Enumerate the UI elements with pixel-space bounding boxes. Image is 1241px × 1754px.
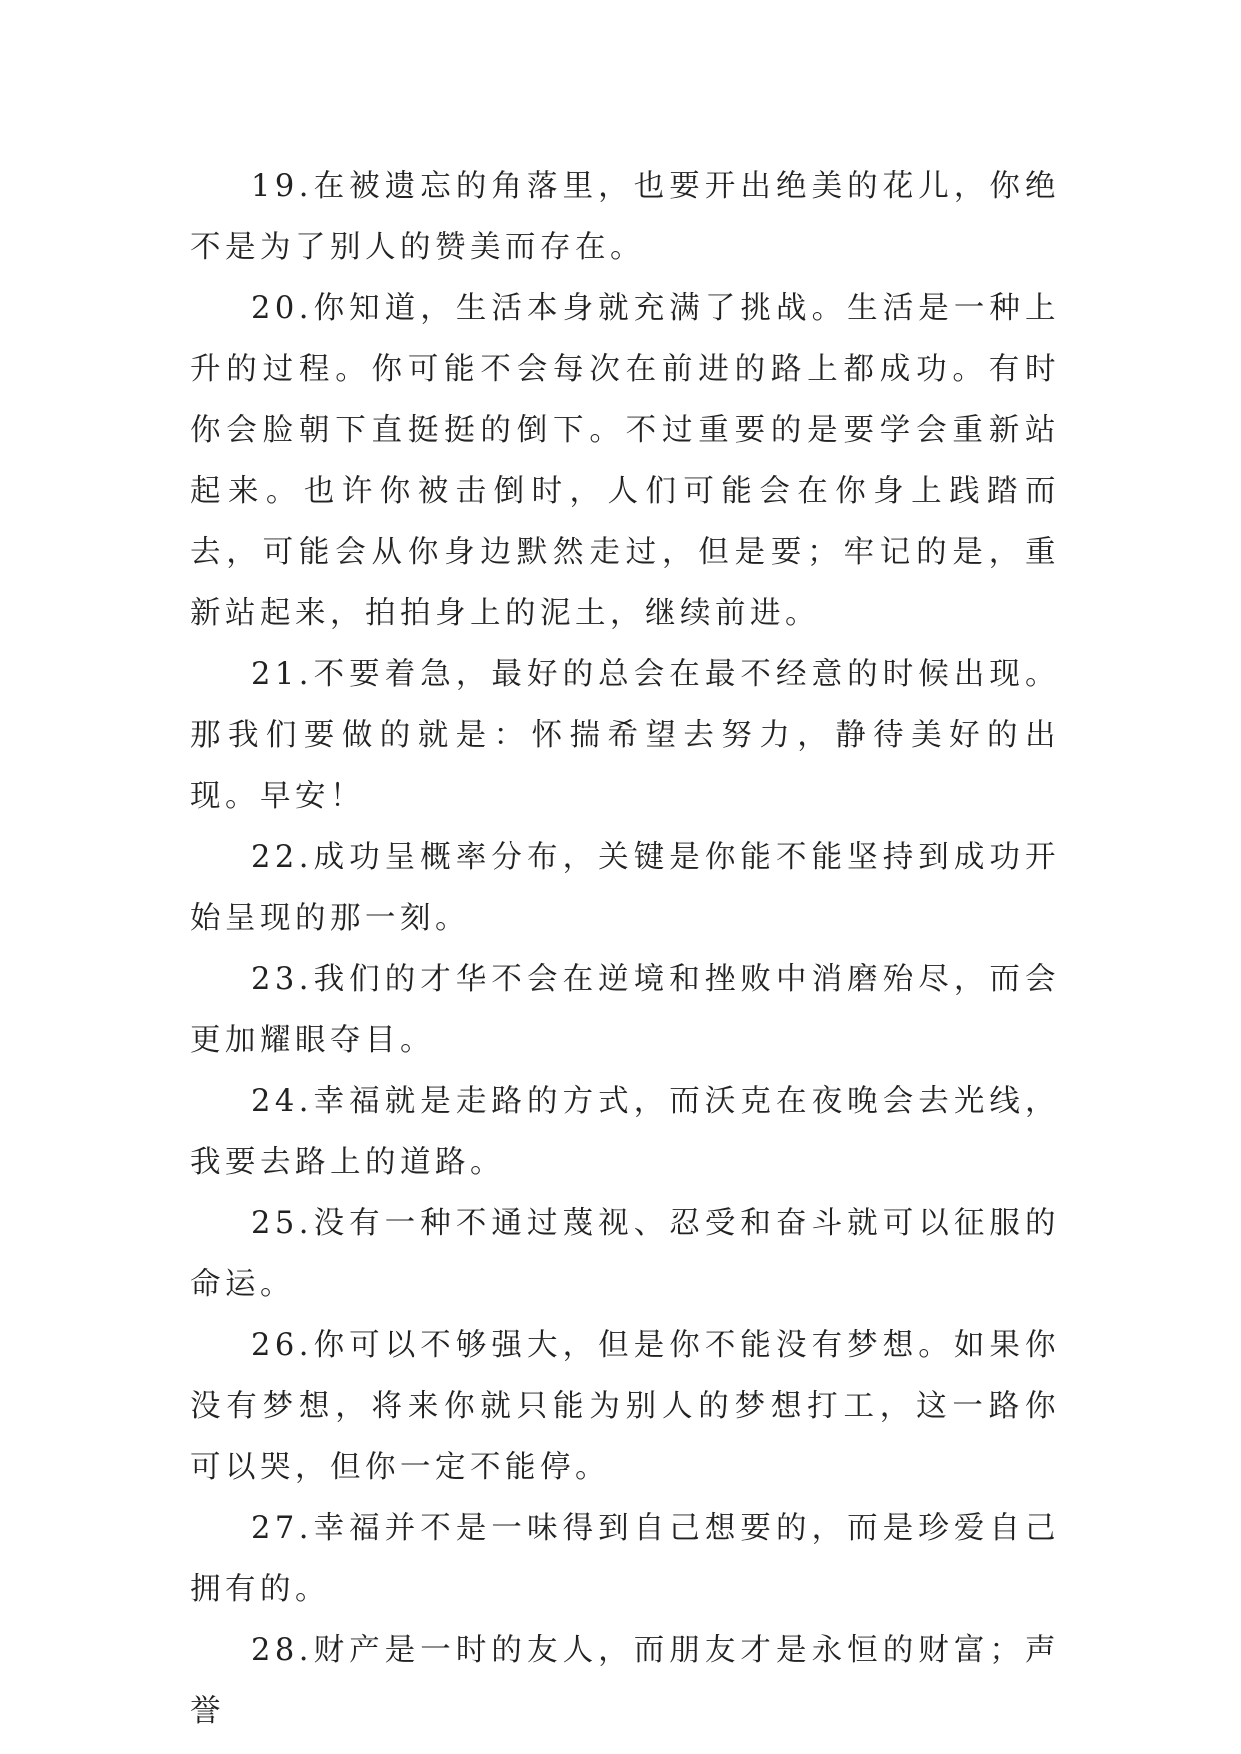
paragraph-22: 22.成功呈概率分布，关键是你能不能坚持到成功开始呈现的那一刻。 bbox=[190, 840, 1060, 936]
paragraph-23: 23.我们的才华不会在逆境和挫败中消磨殆尽，而会更加耀眼夺目。 bbox=[190, 962, 1060, 1058]
paragraph-28: 28.财产是一时的友人，而朋友才是永恒的财富；声誉 bbox=[190, 1633, 1060, 1729]
paragraph-19: 19.在被遗忘的角落里，也要开出绝美的花儿，你绝不是为了别人的赞美而存在。 bbox=[190, 169, 1060, 265]
paragraph-25: 25.没有一种不通过蔑视、忍受和奋斗就可以征服的命运。 bbox=[190, 1206, 1060, 1302]
document-body bbox=[190, 156, 1060, 1742]
paragraph-20: 20.你知道，生活本身就充满了挑战。生活是一种上升的过程。你可能不会每次在前进的路上都成功。有时你会脸朝下直挺挺的倒下。不过重要的是要学会重新站起来。也许你被击倒时，人们可能会在你身上践踏而去，可能会从你身边默然走过，但是要；牢记的是，重新站起来，拍拍身上的泥土，继续前进。 bbox=[190, 291, 1060, 631]
paragraph-27: 27.幸福并不是一味得到自己想要的，而是珍爱自己拥有的。 bbox=[190, 1511, 1060, 1607]
paragraph-26: 26.你可以不够强大，但是你不能没有梦想。如果你没有梦想，将来你就只能为别人的梦想打工，这一路你可以哭，但你一定不能停。 bbox=[190, 1328, 1060, 1485]
paragraph-21: 21.不要着急，最好的总会在最不经意的时候出现。那我们要做的就是：怀揣希望去努力，静待美好的出现。早安！ bbox=[190, 657, 1060, 814]
paragraph-24: 24.幸福就是走路的方式，而沃克在夜晚会去光线，我要去路上的道路。 bbox=[190, 1084, 1060, 1180]
